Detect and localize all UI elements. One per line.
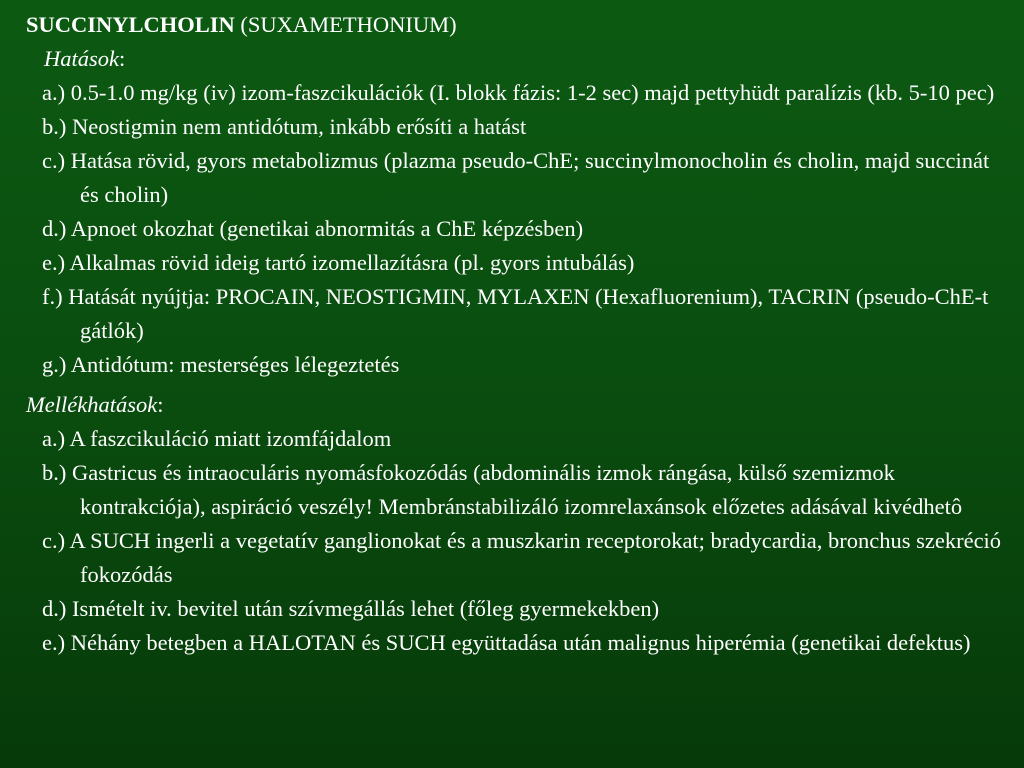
list-item: a.) 0.5-1.0 mg/kg (iv) izom-faszcikulációk (I. blokk fázis: 1-2 sec) majd pettyhüdt paralízis (kb. 5-10 pec)	[42, 80, 995, 105]
slide-title	[26, 8, 1012, 42]
heading-colon: :	[157, 392, 164, 417]
section-heading-side-effects	[26, 388, 1012, 422]
list-item: g.) Antidótum: mesterséges lélegeztetés	[42, 352, 400, 377]
list-item: e.) Alkalmas rövid ideig tartó izomellazításra (pl. gyors intubálás)	[42, 250, 635, 275]
section-heading-label: Hatások	[44, 46, 119, 71]
title-drug-name: SUCCINYLCHOLIN	[26, 12, 235, 37]
list-item: d.) Ismételt iv. bevitel után szívmegállás lehet (főleg gyermekekben)	[42, 596, 660, 621]
list-item: b.) Neostigmin nem antidótum, inkább erősíti a hatást	[42, 114, 527, 139]
heading-colon: :	[119, 46, 126, 71]
list-item: c.) A SUCH ingerli a vegetatív ganglionokat és a muszkarin receptorokat; bradycardia, bronchus szekréció fokozódás	[42, 528, 1002, 587]
list-item: b.) Gastricus és intraoculáris nyomásfokozódás (abdominális izmok rángása, külső szemizmok kontrakciója), aspiráció veszély! Membránstabilizáló izomrelaxánsok előzetes adásával kivédhetô	[42, 460, 963, 519]
list-item: a.) A faszcikuláció miatt izomfájdalom	[42, 426, 392, 451]
list-item: f.) Hatását nyújtja: PROCAIN, NEOSTIGMIN, MYLAXEN (Hexafluorenium), TACRIN (pseudo-ChE-t gátlók)	[42, 284, 989, 343]
section-heading-label: Mellékhatások	[26, 392, 158, 417]
list-item: d.) Apnoet okozhat (genetikai abnormitás a ChE képzésben)	[42, 216, 584, 241]
effects-list	[26, 76, 1012, 382]
list-item: e.) Néhány betegben a HALOTAN és SUCH együttadása után malignus hiperémia (genetikai defektus)	[42, 630, 971, 655]
section-heading-effects	[26, 42, 1012, 76]
title-synonym: (SUXAMETHONIUM)	[234, 12, 457, 37]
list-item: c.) Hatása rövid, gyors metabolizmus (plazma pseudo-ChE; succinylmonocholin és cholin, majd succinát és cholin)	[42, 148, 990, 207]
side-effects-list	[26, 422, 1012, 660]
